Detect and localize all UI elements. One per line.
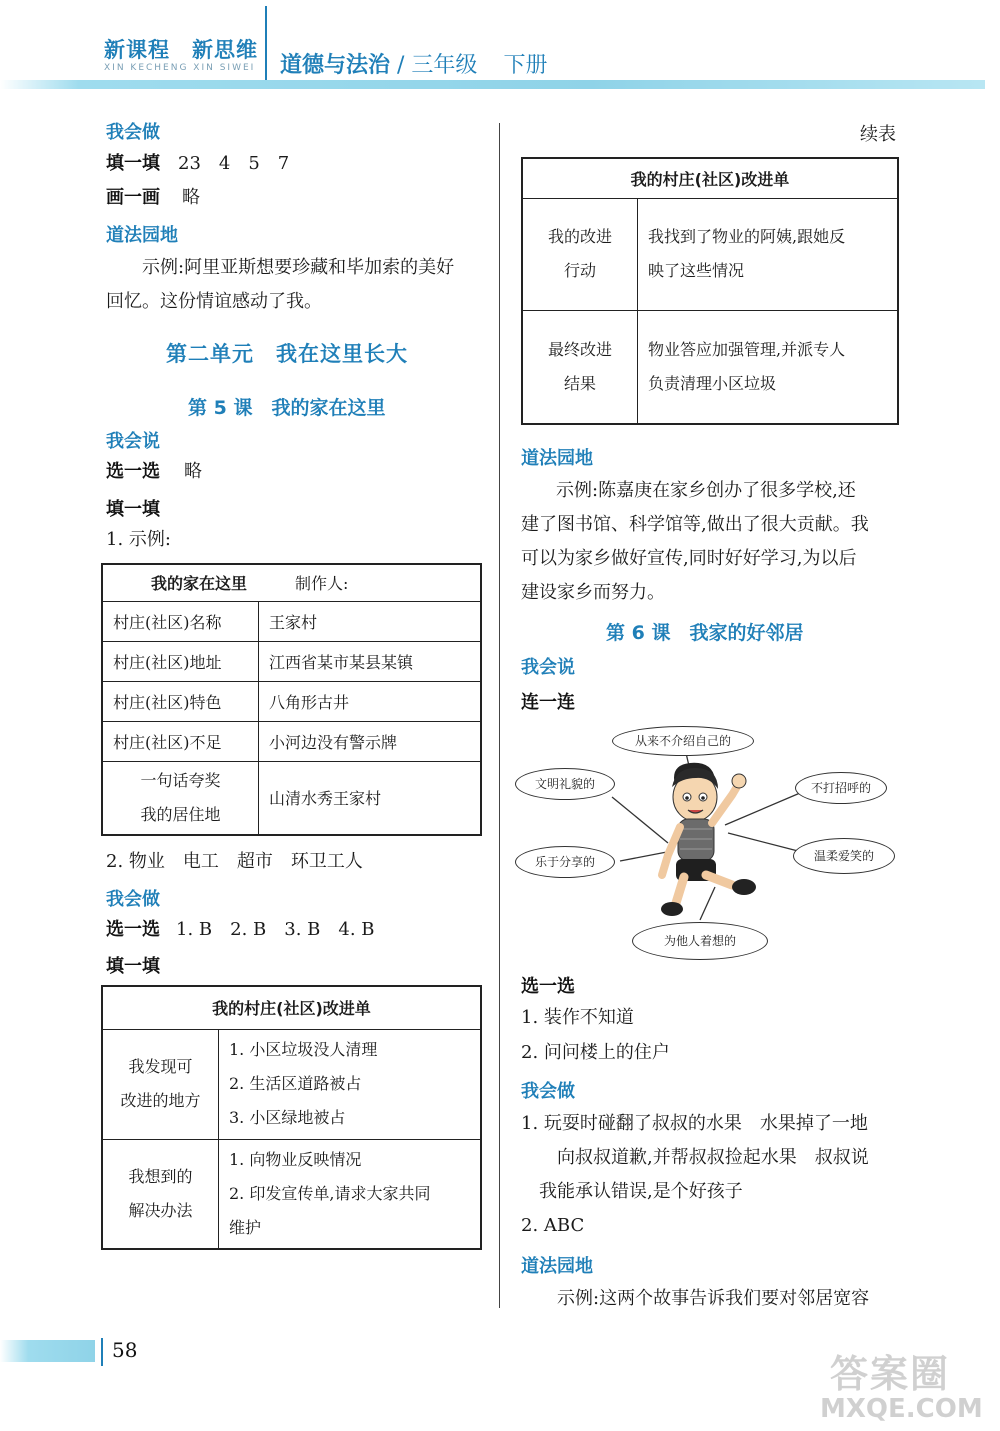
subject-name: 道德与法治 xyxy=(280,53,391,78)
home-row-value: 王家村 xyxy=(259,601,482,641)
header xyxy=(0,0,1000,100)
home-last-key-2: 我的居住地 xyxy=(140,804,221,824)
unit-title: 第二单元 我在这里长大 xyxy=(166,342,408,366)
left-s2-line1: 示例:阿里亚斯想要珍藏和毕加索的美好 xyxy=(142,257,455,278)
grade-label: 三年级 xyxy=(411,53,478,78)
do-heading-left: 我会做 xyxy=(106,889,160,910)
right-s1-heading: 道法园地 xyxy=(521,448,593,469)
bubble-right1[interactable]: 不打招呼的 xyxy=(795,772,887,804)
fill-label-2: 填一填 xyxy=(106,499,160,520)
do2: 2. ABC xyxy=(521,1215,585,1236)
improve-r2-item: 1. 向物业反映情况 xyxy=(229,1149,362,1169)
cont-r1-line: 我找到了物业的阿姨,跟她反 xyxy=(648,227,846,246)
improve-r1-item: 1. 小区垃圾没人清理 xyxy=(229,1040,378,1059)
cont-r1-key xyxy=(522,198,638,310)
home-row-key: 村庄(社区)名称 xyxy=(102,601,259,641)
fill-label: 填一填 xyxy=(106,153,160,174)
bubble-top[interactable]: 从来不介绍自己的 xyxy=(612,726,754,756)
improve-r1-key-1: 我发现可 xyxy=(128,1057,193,1076)
home-row-value: 山清水秀王家村 xyxy=(259,761,482,835)
improve-r1-value xyxy=(219,1029,482,1139)
right-s1-line: 建设家乡而努力。 xyxy=(521,582,665,603)
home-row-key: 村庄(社区)不足 xyxy=(102,721,259,761)
header-divider xyxy=(265,6,267,80)
home-table-maker: 制作人: xyxy=(295,574,349,594)
home-row-key: 村庄(社区)地址 xyxy=(102,641,259,681)
right-s3-line1: 示例:这两个故事告诉我们要对邻居宽容 xyxy=(557,1288,870,1309)
improve-r2-key-2: 解决办法 xyxy=(128,1200,193,1220)
series-title: 新课程 新思维 xyxy=(104,38,258,62)
draw-answer: 略 xyxy=(182,187,200,208)
choose-answer: 略 xyxy=(184,461,202,482)
home-table-title: 我的家在这里 xyxy=(151,574,248,594)
left-s1-heading: 我会做 xyxy=(106,122,160,143)
item2: 2. 物业 电工 超市 环卫工人 xyxy=(106,851,363,872)
cont-r1-key-2: 行动 xyxy=(563,261,596,280)
cont-label: 续表 xyxy=(860,124,896,145)
connect-label: 连一连 xyxy=(521,692,575,713)
left-fill-row xyxy=(106,147,289,181)
do-heading-right: 我会做 xyxy=(521,1081,575,1102)
say-heading-left: 我会说 xyxy=(106,431,160,452)
lesson6-title: 第 6 课 我家的好邻居 xyxy=(606,622,804,644)
choose2-answer: 1. B 2. B 3. B 4. B xyxy=(176,919,375,940)
choose2-row xyxy=(106,913,375,947)
home-table xyxy=(101,563,482,836)
do1-line1: 1. 玩耍时碰翻了叔叔的水果 水果掉了一地 xyxy=(521,1113,868,1134)
improve-r1-item: 3. 小区绿地被占 xyxy=(229,1108,346,1127)
right-s3-heading: 道法园地 xyxy=(521,1256,593,1277)
choose-row xyxy=(106,455,202,489)
cont-table-title: 我的村庄(社区)改进单 xyxy=(522,158,898,198)
fill-item1: 1. 示例: xyxy=(106,529,171,550)
choose-answer-1: 1. 装作不知道 xyxy=(521,1007,634,1028)
cont-r2-key-1: 最终改进 xyxy=(547,339,612,359)
right-s1-line: 可以为家乡做好宣传,同时好好学习,为以后 xyxy=(521,548,857,569)
home-row-value: 江西省某市某县某镇 xyxy=(259,641,482,681)
choose2-label: 选一选 xyxy=(106,919,160,940)
footer-divider xyxy=(101,1338,103,1366)
say-heading-right: 我会说 xyxy=(521,657,575,678)
left-s2-heading: 道法园地 xyxy=(106,225,178,246)
volume-label: 下册 xyxy=(503,53,548,78)
draw-label: 画一画 xyxy=(106,187,160,208)
cont-r2-value xyxy=(638,310,899,424)
bubble-left2[interactable]: 乐于分享的 xyxy=(515,846,615,878)
fill-answer: 23 4 5 7 xyxy=(178,153,290,174)
improve-r2-key-1: 我想到的 xyxy=(128,1166,193,1186)
bubble-left1[interactable]: 文明礼貌的 xyxy=(515,768,615,800)
boy-illustration xyxy=(661,763,756,916)
improve-r2-item: 维护 xyxy=(229,1217,262,1237)
improve-r1-item: 2. 生活区道路被占 xyxy=(229,1074,362,1093)
bubble-right2[interactable]: 温柔爱笑的 xyxy=(793,838,895,874)
improve-r1-key xyxy=(102,1029,219,1139)
choose-label-right: 选一选 xyxy=(521,976,575,997)
improve-table xyxy=(101,985,482,1250)
do1-line3: 我能承认错误,是个好孩子 xyxy=(539,1181,743,1202)
watermark-url: MXQE.COM xyxy=(820,1394,983,1424)
cont-r1-line: 映了这些情况 xyxy=(648,261,745,280)
improve-r2-item: 2. 印发宣传单,请求大家共同 xyxy=(229,1183,431,1203)
home-row-value: 八角形古井 xyxy=(259,681,482,721)
cont-r2-key xyxy=(522,310,638,424)
improve-table-title: 我的村庄(社区)改进单 xyxy=(102,986,481,1029)
bubble-bottom[interactable]: 为他人着想的 xyxy=(632,922,768,960)
home-last-key-1: 一句话夸奖 xyxy=(140,770,221,790)
cont-r2-line: 物业答应加强管理,并派专人 xyxy=(648,339,846,359)
cont-r2-key-2: 结果 xyxy=(563,373,596,393)
choose-answer-2: 2. 问问楼上的住户 xyxy=(521,1042,670,1063)
cont-table xyxy=(521,157,899,425)
subject-title: 道德与法治 / 三年级 下册 xyxy=(280,53,548,78)
home-row-value: 小河边没有警示牌 xyxy=(259,721,482,761)
left-s2-line2: 回忆。这份情谊感动了我。 xyxy=(106,291,322,312)
fill2-label: 填一填 xyxy=(106,956,160,977)
improve-r2-key xyxy=(102,1139,219,1249)
choose-label: 选一选 xyxy=(106,461,160,482)
right-s1-line: 建了图书馆、科学馆等,做出了很大贡献。我 xyxy=(521,514,869,535)
header-band xyxy=(0,80,985,89)
home-row-key xyxy=(102,761,259,835)
cont-r2-line: 负责清理小区垃圾 xyxy=(648,373,777,393)
watermark-logo: 答案圈 xyxy=(830,1352,951,1396)
right-s1-line: 示例:陈嘉庚在家乡创办了很多学校,还 xyxy=(556,480,856,501)
series-pinyin: XIN KECHENG XIN SIWEI xyxy=(104,63,256,73)
left-draw-row xyxy=(106,181,200,215)
page-number: 58 xyxy=(112,1338,138,1362)
home-row-key: 村庄(社区)特色 xyxy=(102,681,259,721)
lesson5-title: 第 5 课 我的家在这里 xyxy=(188,397,386,419)
do1-line2: 向叔叔道歉,并帮叔叔捡起水果 叔叔说 xyxy=(557,1147,869,1168)
home-table-header xyxy=(102,564,481,601)
improve-r1-key-2: 改进的地方 xyxy=(120,1091,201,1110)
footer-band xyxy=(0,1340,95,1362)
improve-r2-value xyxy=(219,1139,482,1249)
cont-r1-value xyxy=(638,198,899,310)
cont-r1-key-1: 我的改进 xyxy=(547,227,612,246)
